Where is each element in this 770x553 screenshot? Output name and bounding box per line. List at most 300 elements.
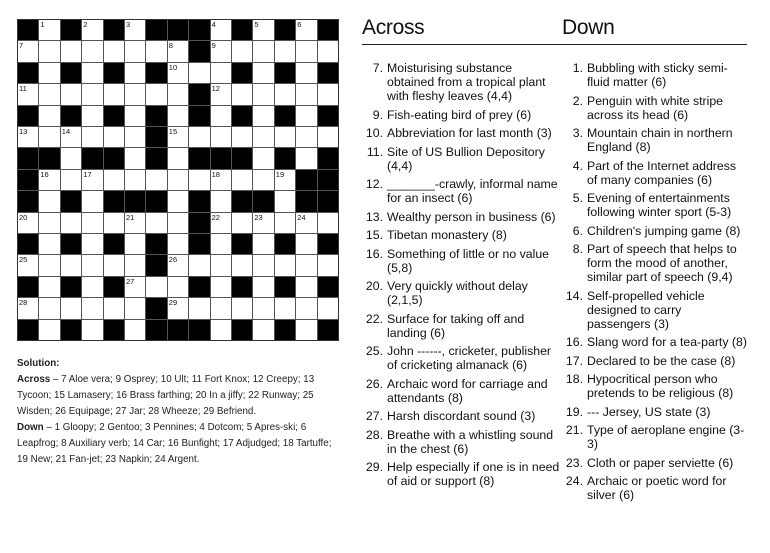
grid-cell[interactable] — [125, 20, 145, 40]
clue-number: 25. — [365, 344, 383, 358]
grid-cell[interactable] — [253, 277, 273, 297]
across-clue — [362, 409, 562, 423]
grid-cell[interactable] — [253, 20, 273, 40]
grid-cell[interactable] — [168, 298, 188, 318]
grid-cell[interactable] — [82, 170, 102, 190]
grid-cell[interactable] — [211, 84, 231, 104]
grid-cell[interactable] — [275, 84, 295, 104]
grid-cell[interactable] — [104, 84, 124, 104]
grid-cell[interactable] — [125, 213, 145, 233]
black-square — [146, 255, 166, 275]
grid-cell[interactable] — [275, 298, 295, 318]
clue-number: 18. — [565, 372, 583, 386]
clue-number: 26 — [168, 255, 178, 265]
across-clue — [362, 228, 562, 242]
grid-cell[interactable] — [232, 170, 252, 190]
black-square — [104, 106, 124, 126]
grid-cell[interactable] — [104, 127, 124, 147]
down-clue — [562, 126, 747, 154]
clue-number: 6. — [572, 223, 583, 238]
grid-cell[interactable] — [125, 298, 145, 318]
grid-cell[interactable] — [296, 320, 316, 340]
clue-number: 13. — [365, 209, 383, 224]
grid-cell[interactable] — [146, 170, 166, 190]
grid-cell[interactable] — [168, 106, 188, 126]
clue-text: Penguin with white stripe across its head (6) — [587, 93, 724, 122]
across-clue — [362, 344, 562, 372]
black-square — [275, 106, 295, 126]
black-square — [275, 20, 295, 40]
clue-number: 13 — [19, 126, 28, 136]
black-square — [318, 320, 338, 340]
grid-cell[interactable] — [39, 320, 59, 340]
down-clue — [562, 474, 747, 502]
grid-cell[interactable] — [211, 63, 231, 83]
grid-cell[interactable] — [211, 20, 231, 40]
clue-number: 20 — [19, 212, 28, 222]
black-square — [189, 84, 209, 104]
grid-cell[interactable] — [82, 213, 102, 233]
grid-cell[interactable] — [82, 84, 102, 104]
grid-cell[interactable] — [82, 127, 102, 147]
grid-cell[interactable] — [125, 63, 145, 83]
clue-number: 4 — [211, 20, 216, 29]
grid-cell[interactable] — [61, 41, 81, 61]
black-square — [18, 20, 38, 40]
clue-number: 17 — [83, 169, 92, 179]
grid-cell[interactable] — [82, 41, 102, 61]
grid-cell[interactable] — [82, 234, 102, 254]
grid-cell[interactable] — [82, 191, 102, 211]
grid-cell[interactable] — [168, 127, 188, 147]
clue-text: Type of aeroplane engine (3-3) — [587, 423, 745, 451]
clue-number: 24. — [565, 474, 583, 488]
clue-number: 17. — [565, 353, 583, 368]
grid-cell[interactable] — [296, 84, 316, 104]
clue-text: Abbreviation for last month (3) — [387, 126, 552, 140]
black-square — [104, 277, 124, 297]
grid-cell[interactable] — [82, 106, 102, 126]
black-square — [18, 191, 38, 211]
black-square — [125, 191, 145, 211]
grid-cell[interactable] — [18, 127, 38, 147]
clue-text: --- Jersey, US state (3) — [587, 404, 711, 419]
black-square — [189, 41, 209, 61]
black-square — [104, 191, 124, 211]
grid-cell[interactable] — [211, 298, 231, 318]
grid-cell[interactable] — [211, 106, 231, 126]
grid-cell[interactable] — [125, 106, 145, 126]
grid-cell[interactable] — [61, 298, 81, 318]
grid-cell[interactable] — [211, 255, 231, 275]
clue-text: Breathe with a whistling sound in the chest (6) — [387, 427, 554, 456]
clue-number: 23 — [254, 212, 263, 222]
grid-cell[interactable] — [82, 20, 102, 40]
grid-cell[interactable] — [39, 84, 59, 104]
grid-cell[interactable] — [82, 63, 102, 83]
black-square — [168, 320, 188, 340]
grid-cell[interactable] — [125, 320, 145, 340]
black-square — [211, 148, 231, 168]
grid-cell[interactable] — [39, 63, 59, 83]
clue-number: 2. — [572, 93, 583, 108]
grid-cell[interactable] — [146, 41, 166, 61]
grid-cell[interactable] — [39, 255, 59, 275]
across-clue — [362, 126, 562, 140]
clue-text: Hypocritical person who pretends to be religious (8) — [587, 372, 734, 400]
clue-headings — [362, 12, 747, 45]
grid-cell[interactable] — [232, 127, 252, 147]
black-square — [146, 320, 166, 340]
grid-cell[interactable] — [18, 298, 38, 318]
clue-number: 27. — [365, 409, 383, 423]
grid-cell[interactable] — [189, 170, 209, 190]
grid-cell[interactable] — [296, 213, 316, 233]
clue-text: Declared to be the case (8) — [587, 353, 736, 368]
grid-cell[interactable] — [18, 84, 38, 104]
grid-cell[interactable] — [232, 255, 252, 275]
grid-cell[interactable] — [318, 213, 338, 233]
down-clue — [562, 159, 747, 187]
black-square — [146, 148, 166, 168]
grid-cell[interactable] — [39, 213, 59, 233]
clue-number: 4. — [572, 158, 583, 173]
clue-number: 15. — [365, 228, 383, 242]
grid-cell[interactable] — [61, 84, 81, 104]
clue-number: 19. — [565, 404, 583, 419]
grid-cell[interactable] — [318, 255, 338, 275]
grid-cell[interactable] — [61, 255, 81, 275]
black-square — [168, 20, 188, 40]
across-clue — [362, 61, 562, 103]
grid-cell[interactable] — [82, 298, 102, 318]
grid-cell[interactable] — [189, 63, 209, 83]
grid-cell[interactable] — [168, 191, 188, 211]
grid-cell[interactable] — [253, 127, 273, 147]
grid-cell[interactable] — [104, 213, 124, 233]
grid-cell[interactable] — [211, 41, 231, 61]
clue-text: Slang word for a tea-party (8) — [587, 335, 747, 349]
clue-number: 21. — [565, 423, 583, 437]
grid-cell[interactable] — [275, 191, 295, 211]
black-square — [104, 320, 124, 340]
solution-title: Solution: — [17, 358, 60, 369]
clue-text: Something of little or no value (5,8) — [387, 246, 550, 275]
clue-text: Wealthy person in business (6) — [387, 209, 556, 224]
black-square — [296, 191, 316, 211]
down-clue — [562, 335, 747, 349]
grid-cell[interactable] — [189, 255, 209, 275]
grid-cell[interactable] — [296, 41, 316, 61]
grid-cell[interactable] — [211, 277, 231, 297]
grid-cell[interactable] — [253, 213, 273, 233]
clue-text: Harsh discordant sound (3) — [387, 409, 536, 423]
grid-cell[interactable] — [253, 170, 273, 190]
grid-cell[interactable] — [104, 255, 124, 275]
black-square — [232, 106, 252, 126]
grid-cell[interactable] — [189, 127, 209, 147]
clue-number: 1. — [572, 61, 583, 75]
grid-cell[interactable] — [318, 41, 338, 61]
across-clue — [362, 210, 562, 224]
grid-cell[interactable] — [296, 255, 316, 275]
solution-down-text: – 1 Gloopy; 2 Gentoo; 3 Pennines; 4 Dotcom; 5 Apres-ski; 6 Leapfrog; 8 Auxiliary verb; 14 Car; 16 Bunfight; 17 Adjudged; 18 Tartuffe; 19 New; 21 Fan-jet; 23 Napkin; 24 Argent. — [17, 422, 332, 465]
clue-number: 9. — [372, 107, 383, 122]
down-clue — [562, 456, 747, 470]
black-square — [61, 20, 81, 40]
grid-cell[interactable] — [253, 320, 273, 340]
black-square — [146, 63, 166, 83]
grid-cell[interactable] — [296, 298, 316, 318]
grid-cell[interactable] — [318, 127, 338, 147]
black-square — [318, 277, 338, 297]
grid-cell[interactable] — [18, 213, 38, 233]
black-square — [146, 106, 166, 126]
grid-cell[interactable] — [296, 277, 316, 297]
across-clue — [362, 312, 562, 340]
grid-cell[interactable] — [296, 148, 316, 168]
grid-cell[interactable] — [39, 20, 59, 40]
grid-cell[interactable] — [168, 170, 188, 190]
black-square — [275, 320, 295, 340]
grid-cell[interactable] — [82, 277, 102, 297]
grid-cell[interactable] — [318, 84, 338, 104]
clue-number: 19 — [275, 169, 285, 179]
clue-number: 5 — [254, 20, 259, 29]
clue-number: 8 — [168, 41, 173, 51]
grid-cell[interactable] — [253, 63, 273, 83]
black-square — [18, 277, 38, 297]
clue-text: Self-propelled vehicle designed to carry passengers (3) — [587, 288, 705, 331]
clue-number: 14. — [565, 288, 583, 303]
grid-cell[interactable] — [211, 127, 231, 147]
black-square — [318, 63, 338, 83]
grid-cell[interactable] — [211, 234, 231, 254]
clue-number: 6 — [297, 20, 302, 29]
grid-cell[interactable] — [104, 298, 124, 318]
clue-number: 5. — [572, 191, 583, 205]
grid-cell[interactable] — [82, 255, 102, 275]
grid-cell[interactable] — [211, 213, 231, 233]
grid-cell[interactable] — [125, 41, 145, 61]
grid-cell[interactable] — [253, 255, 273, 275]
black-square — [232, 20, 252, 40]
black-square — [104, 234, 124, 254]
grid-cell[interactable] — [275, 41, 295, 61]
grid-cell[interactable] — [296, 106, 316, 126]
clue-number: 29 — [168, 298, 178, 308]
grid-cell[interactable] — [39, 298, 59, 318]
clue-text: Tibetan monastery (8) — [387, 228, 507, 242]
black-square — [18, 63, 38, 83]
black-square — [253, 191, 273, 211]
clue-number: 15 — [168, 126, 178, 136]
clue-number: 10 — [168, 62, 178, 72]
crossword-grid — [17, 19, 339, 341]
clue-number: 11. — [366, 144, 383, 159]
grid-cell[interactable] — [253, 234, 273, 254]
grid-cell[interactable] — [296, 127, 316, 147]
black-square — [104, 148, 124, 168]
grid-cell[interactable] — [253, 41, 273, 61]
grid-cell[interactable] — [275, 170, 295, 190]
grid-cell[interactable] — [168, 277, 188, 297]
clue-number: 7. — [372, 61, 383, 75]
across-clue — [362, 145, 562, 173]
grid-cell[interactable] — [146, 84, 166, 104]
grid-cell[interactable] — [61, 127, 81, 147]
grid-cell[interactable] — [275, 127, 295, 147]
grid-cell[interactable] — [296, 63, 316, 83]
across-clue-list — [362, 61, 562, 507]
grid-cell[interactable] — [39, 170, 59, 190]
black-square — [318, 234, 338, 254]
across-heading: Across — [362, 16, 425, 39]
clue-text: Site of US Bullion Depository (4,4) — [387, 144, 545, 173]
clue-number: 16. — [565, 335, 583, 349]
down-clue — [562, 289, 747, 331]
clue-number: 24 — [297, 212, 306, 222]
down-clue — [562, 354, 747, 368]
clue-number: 29. — [365, 460, 383, 474]
black-square — [189, 20, 209, 40]
black-square — [189, 148, 209, 168]
across-clue — [362, 247, 562, 275]
black-square — [232, 320, 252, 340]
black-square — [232, 277, 252, 297]
black-square — [146, 20, 166, 40]
grid-cell[interactable] — [296, 20, 316, 40]
grid-cell[interactable] — [61, 213, 81, 233]
clue-number: 18 — [211, 169, 220, 179]
grid-cell[interactable] — [61, 170, 81, 190]
grid-cell[interactable] — [253, 84, 273, 104]
black-square — [318, 106, 338, 126]
grid-cell[interactable] — [211, 170, 231, 190]
grid-cell[interactable] — [275, 213, 295, 233]
black-square — [232, 234, 252, 254]
grid-cell[interactable] — [146, 213, 166, 233]
black-square — [318, 20, 338, 40]
clue-text: Surface for taking off and landing (6) — [387, 311, 525, 340]
down-clue — [562, 242, 747, 284]
grid-cell[interactable] — [168, 255, 188, 275]
grid-cell[interactable] — [39, 127, 59, 147]
grid-cell[interactable] — [296, 234, 316, 254]
down-clue — [562, 191, 747, 219]
grid-cell[interactable] — [146, 277, 166, 297]
clue-text: Cloth or paper serviette (6) — [587, 455, 734, 470]
grid-cell[interactable] — [189, 298, 209, 318]
black-square — [146, 127, 166, 147]
grid-cell[interactable] — [125, 234, 145, 254]
grid-cell[interactable] — [18, 41, 38, 61]
clue-number: 7 — [19, 41, 24, 51]
black-square — [146, 191, 166, 211]
grid-cell[interactable] — [39, 106, 59, 126]
black-square — [18, 320, 38, 340]
grid-cell[interactable] — [125, 84, 145, 104]
grid-cell[interactable] — [125, 277, 145, 297]
black-square — [232, 191, 252, 211]
black-square — [61, 106, 81, 126]
grid-cell[interactable] — [232, 84, 252, 104]
grid-cell[interactable] — [168, 148, 188, 168]
grid-cell[interactable] — [253, 148, 273, 168]
clue-number: 8. — [572, 242, 583, 256]
grid-cell[interactable] — [125, 255, 145, 275]
black-square — [296, 170, 316, 190]
clue-text: Archaic or poetic word for silver (6) — [587, 474, 727, 502]
solution-panel — [17, 356, 342, 468]
grid-cell[interactable] — [39, 41, 59, 61]
grid-cell[interactable] — [168, 234, 188, 254]
down-clue — [562, 61, 747, 89]
grid-cell[interactable] — [318, 298, 338, 318]
grid-cell[interactable] — [39, 234, 59, 254]
grid-cell[interactable] — [253, 106, 273, 126]
clue-text: Part of the Internet address of many companies (6) — [587, 158, 737, 187]
across-clue — [362, 428, 562, 456]
across-clue — [362, 279, 562, 307]
grid-cell[interactable] — [39, 277, 59, 297]
down-heading: Down — [562, 16, 615, 39]
black-square — [318, 148, 338, 168]
grid-cell[interactable] — [232, 298, 252, 318]
grid-cell[interactable] — [82, 320, 102, 340]
black-square — [61, 320, 81, 340]
grid-cell[interactable] — [104, 170, 124, 190]
black-square — [61, 277, 81, 297]
clue-number: 22 — [211, 212, 220, 222]
grid-cell[interactable] — [125, 148, 145, 168]
black-square — [189, 234, 209, 254]
grid-cell[interactable] — [104, 41, 124, 61]
grid-cell[interactable] — [168, 41, 188, 61]
grid-cell[interactable] — [18, 255, 38, 275]
clue-number: 3 — [125, 20, 131, 29]
grid-cell[interactable] — [232, 41, 252, 61]
clue-number: 28 — [19, 298, 28, 308]
grid-cell[interactable] — [168, 63, 188, 83]
black-square — [232, 148, 252, 168]
grid-cell[interactable] — [275, 255, 295, 275]
black-square — [318, 191, 338, 211]
clue-number: 12 — [211, 84, 220, 94]
grid-cell[interactable] — [125, 170, 145, 190]
grid-cell[interactable] — [168, 84, 188, 104]
black-square — [104, 63, 124, 83]
across-clue — [362, 177, 562, 205]
clue-text: Fish-eating bird of prey (6) — [387, 107, 532, 122]
grid-cell[interactable] — [168, 213, 188, 233]
solution-across-text: – 7 Aloe vera; 9 Osprey; 10 Ult; 11 Fort Knox; 12 Creepy; 13 Tycoon; 15 Lamasery; 16 Brass farthing; 20 In a jiffy; 22 Runway; 25 Wisden; 26 Equipage; 27 Jar; 28 Wheeze; 29 Befriend. — [17, 374, 315, 417]
grid-cell[interactable] — [61, 148, 81, 168]
clue-text: Part of speech that helps to form the mood of another, similar part of speech (9,4) — [587, 242, 737, 284]
black-square — [82, 148, 102, 168]
clue-number: 3. — [572, 126, 583, 140]
grid-cell[interactable] — [211, 191, 231, 211]
black-square — [189, 320, 209, 340]
solution-across-label: Across — [17, 374, 51, 385]
grid-cell[interactable] — [211, 320, 231, 340]
grid-cell[interactable] — [125, 127, 145, 147]
black-square — [18, 234, 38, 254]
down-clue — [562, 224, 747, 238]
grid-cell[interactable] — [253, 298, 273, 318]
grid-cell[interactable] — [232, 213, 252, 233]
grid-cell[interactable] — [39, 191, 59, 211]
